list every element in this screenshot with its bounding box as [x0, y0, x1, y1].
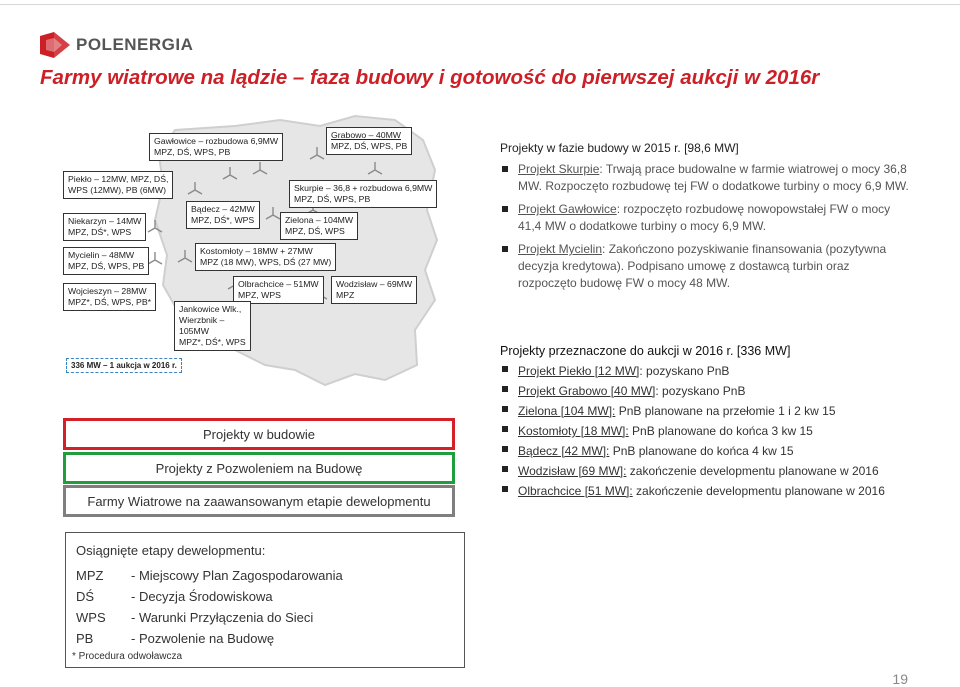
label-grabowo: Grabowo – 40MW MPZ, DŚ, WPS, PB — [326, 127, 412, 155]
label-wodzislaw: Wodzisław – 69MW MPZ — [331, 276, 417, 304]
label-mycielin: Mycielin – 48MW MPZ, DŚ, WPS, PB — [63, 247, 149, 275]
abbr-item: WPS - Warunki Przyłączenia do Sieci — [76, 610, 314, 625]
section2-heading: Projekty przeznaczone do aukcji w 2016 r. [336 MW] — [500, 344, 791, 358]
list-item: Projekt Skurpie: Trwają prace budowalne w farmie wiatrowej o mocy 36,8 MW. Rozpoczęto rozbudowę tej FW o dodatkowe turbiny o mocy 6,9 MW. — [500, 161, 910, 195]
list-item: Zielona [104 MW]: PnB planowane na przełomie 1 i 2 kw 15 — [500, 401, 920, 421]
footnote: * Procedura odwoławcza — [72, 651, 183, 662]
list-item: Olbrachcice [51 MW]: zakończenie developmentu planowane w 2016 — [500, 481, 920, 501]
abbr-item: DŚ - Decyzja Środowiskowa — [76, 589, 273, 604]
logo — [40, 32, 193, 58]
stages-heading: Osiągnięte etapy dewelopmentu: — [76, 543, 266, 558]
development-stages-box — [65, 532, 465, 668]
turbine-icon — [148, 252, 162, 264]
list-item: Projekt Piekło [12 MW]: pozyskano PnB — [500, 361, 920, 381]
list-item: Wodzisław [69 MW]: zakończenie developmentu planowane w 2016 — [500, 461, 920, 481]
label-olbrachcice: Olbrachcice – 51MW MPZ, WPS — [233, 276, 324, 304]
abbr-item: PB - Pozwolenie na Budowę — [76, 631, 275, 646]
list-item: Projekt Grabowo [40 MW]: pozyskano PnB — [500, 381, 920, 401]
section1-heading: Projekty w fazie budowy w 2015 r. [98,6 MW] — [500, 141, 739, 155]
label-skurpie: Skurpie – 36,8 + rozbudowa 6,9MW MPZ, DŚ, WPS, PB — [289, 180, 437, 208]
page-title: Farmy wiatrowe na lądzie – faza budowy i gotowość do pierwszej aukcji w 2016r — [40, 66, 820, 89]
abbr-item: MPZ - Miejscowy Plan Zagospodarowania — [76, 568, 343, 583]
label-kostomloty: Kostomłoty – 18MW + 27MW MPZ (18 MW), WPS, DŚ (27 MW) — [195, 243, 336, 271]
page-number: 19 — [892, 671, 908, 687]
list-item: Projekt Mycielin: Zakończono pozyskiwanie finansowania (pozytywna decyzja kredytowa). Podpisano umowę z dostawcą turbin oraz rozpoczęto budowę FW o mocy 48 MW. — [500, 241, 910, 292]
label-wojcieszyn: Wojcieszyn – 28MW MPZ*, DŚ, WPS, PB* — [63, 283, 156, 311]
auction-badge: 336 MW – 1 aukcja w 2016 r. — [66, 358, 182, 373]
label-niekarzyn: Niekarzyn – 14MW MPZ, DŚ*, WPS — [63, 213, 146, 241]
list-item: Kostomłoty [18 MW]: PnB planowane do końca 3 kw 15 — [500, 421, 920, 441]
legend-construction: Projekty w budowie — [63, 418, 455, 450]
legend-advanced-development: Farmy Wiatrowe na zaawansowanym etapie dewelopmentu — [63, 485, 455, 517]
logo-text: POLENERGIA — [76, 35, 194, 54]
top-divider — [0, 4, 960, 5]
list-item: Bądecz [42 MW]: PnB planowane do końca 4 kw 15 — [500, 441, 920, 461]
list-item: Projekt Gawłowice: rozpoczęto rozbudowę nowopowstałej FW o mocy 41,4 MW o dodatkowe turbiny o mocy 6,9 MW. — [500, 201, 910, 235]
label-piekło: Piekło – 12MW, MPZ, DŚ, WPS (12MW), PB (6MW) — [63, 171, 173, 199]
legend-building-permit: Projekty z Pozwoleniem na Budowę — [63, 452, 455, 484]
abbr-list — [76, 565, 343, 649]
section1-list — [500, 161, 910, 298]
label-gawlowice: Gawłowice – rozbudowa 6,9MW MPZ, DŚ, WPS, PB — [149, 133, 283, 161]
label-badecz: Bądecz – 42MW MPZ, DŚ*, WPS — [186, 201, 260, 229]
polenergia-logo-icon — [40, 32, 70, 58]
label-jankowice: Jankowice Wlk., Wierzbnik – 105MW MPZ*, DŚ*, WPS — [174, 301, 251, 351]
label-zielona: Zielona – 104MW MPZ, DŚ, WPS — [280, 212, 358, 240]
section2-list — [500, 361, 920, 501]
